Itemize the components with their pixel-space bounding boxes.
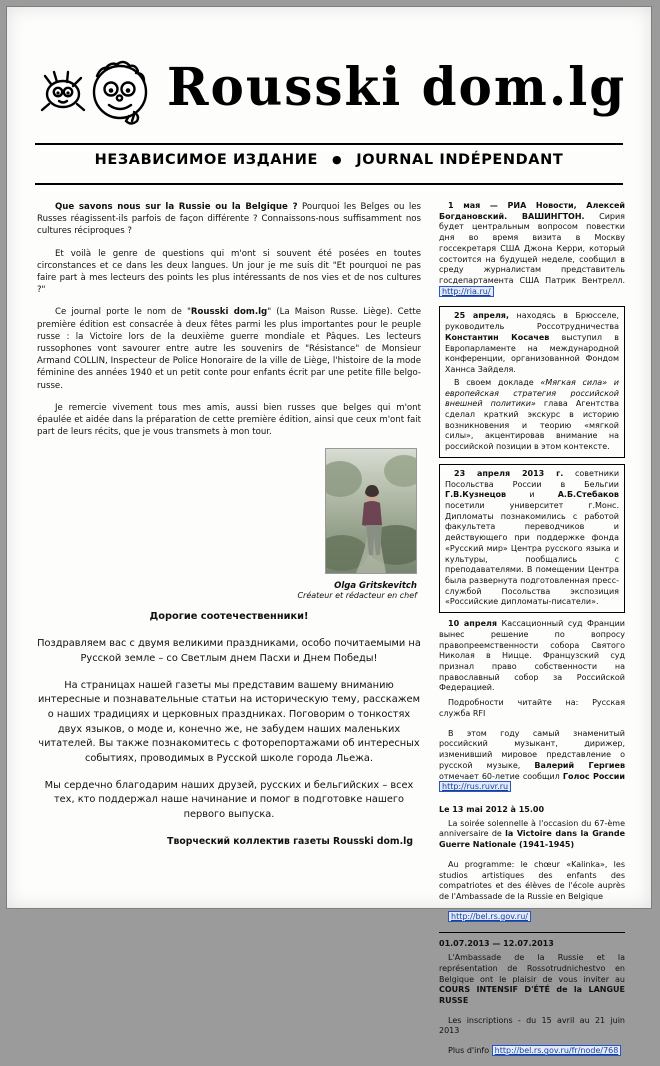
- greeting-paragraph-3: Мы сердечно благодарим наших друзей, русских и бельгийских – всех тех, кто поддержал наше начинание и помог в подготовке нашего первого выпуска.: [44, 779, 414, 821]
- text-segment: «Мягкая сила» и европейская стратегия российской внешней политики»: [445, 377, 619, 409]
- greeting-paragraph-1: Поздравляем вас с двумя великими праздниками, особо почитаемыми на Русской земле – со Светлым днем Пасхи и Днем Победы!: [37, 638, 421, 664]
- text-segment: Pourquoi les Belges ou les Russes réagissent-ils parfois de façon différente ? Connaissons-nous suffisamment nos cultures réciproques ?: [37, 202, 421, 237]
- greeting-title: Дорогие соотечественники!: [149, 611, 309, 623]
- text-segment: Rousski dom.lg: [190, 307, 268, 318]
- photo-caption-role: Créateur et rédacteur en chef: [297, 591, 417, 601]
- text-segment: Константин Косачев: [445, 332, 550, 342]
- tagline-russian: НЕЗАВИСИМОЕ ИЗДАНИЕ: [94, 152, 319, 168]
- masthead-title: Rousski dom.lg: [167, 55, 627, 118]
- event-victory-program: [439, 860, 625, 903]
- text-segment: 25 апреля,: [454, 311, 509, 321]
- editorial-paragraph-3: [37, 306, 421, 391]
- text-segment: отмечает 60-летие сообщил: [439, 771, 563, 781]
- news-item-gergiev: [439, 729, 625, 793]
- editor-photo: [325, 448, 417, 574]
- text-segment: глава Агентства сделал краткий экскурс в историю возникновения и теорию «мягкой силы», акцентировав внимание на российской позиции в этом контексте.: [445, 399, 619, 452]
- text-segment: Rousski dom.lg: [333, 835, 413, 847]
- photo-caption-name: Olga Gritskevitch: [334, 581, 417, 592]
- event-course-body: [439, 953, 625, 1007]
- tagline-french: JOURNAL INDÉPENDANT: [356, 152, 564, 168]
- event-course-dates: 01.07.2013 — 12.07.2013: [439, 939, 554, 949]
- editorial-column: [37, 201, 421, 1066]
- text-segment: " (La Maison Russe. Liège). Cette première édition est consacrée à deux fêtes parmi les plus importantes pour le peuple russe : la Victoire lors de la deuxième guerre mondiale et Pâques. Les lecteurs russophones vont savourer entre autre les souvenirs de "Résistance" de Monsieur Armand COLLIN, Inspecteur de Police Honoraire de la ville de Liège, l'histoire de la mode féminine des années 1940 et un petit conte pour enfants écrit par une petite fille belgo-russe.: [37, 307, 421, 391]
- tagline-separator-dot: ●: [332, 153, 343, 166]
- text-segment: и: [506, 490, 558, 500]
- news-box-mons-p1: [445, 469, 619, 608]
- hyperlink[interactable]: http://ria.ru/: [439, 286, 494, 297]
- text-segment: Et voilà le genre de questions qui m'ont si souvent été posées en toutes circonstances et ce dans les deux langues. Un jour je me suis dit "Et pourquoi ne pas faire part à mes lecteurs des points les plus intéressants de nos vies et de nos cultures ?": [37, 248, 421, 296]
- body-columns: [7, 185, 651, 1066]
- editorial-paragraph-1: [37, 201, 421, 238]
- text-segment: Ce journal porte le nom de ": [55, 307, 191, 318]
- text-segment: COURS INTENSIF D'ÉTÉ de la LANGUE RUSSE: [439, 985, 625, 1005]
- masthead-logo-row: [37, 41, 651, 133]
- text-segment: Сирия будет центральным вопросом повестки дня во время визита в Москву госсекретаря США Джона Керри, который состоится на будущей неделе, сообщил в среду журналистам представитель госдепартамента США Патрик Вентрелл.: [439, 211, 625, 286]
- news-column-divider: [439, 932, 625, 933]
- masthead: [7, 7, 651, 185]
- editorial-paragraph-4: [37, 402, 421, 439]
- hyperlink[interactable]: http://bel.rs.gov.ru/: [448, 911, 531, 922]
- text-segment: Г.В.Кузнецов: [445, 490, 507, 500]
- text-segment: Au programme: le chœur «Kalinka», les studios artistiques des enfants des compatriotes et des élèves de l'école auprès de l'Ambassade de la Russie en Belgique: [439, 859, 625, 901]
- masthead-tagline: [7, 145, 651, 173]
- text-segment: советники Посольства России в Бельгии: [445, 468, 620, 489]
- text-segment: la Victoire dans la Grande Guerre Nationale (1941-1945): [439, 829, 625, 850]
- editorial-paragraph-2: [37, 248, 421, 297]
- greeting-paragraph-2: На страницах нашей газеты мы представим вашему вниманию интересные и познавательные статьи на историческую тему, расскажем о наших традициях и церковных праздниках. Поговорим о тонкостях двух языков, о моде и, конечно же, не забудем наших маленьких читателей. Вы также познакомитесь с фоторепортажами об интересных событиях, проводимых в Русской школе города Льежа.: [38, 679, 420, 764]
- news-box-kosachev-p1: [445, 311, 619, 375]
- text-segment: Plus d'info: [448, 1046, 492, 1056]
- greeting-section: [37, 610, 421, 848]
- event-victory-date: Le 13 mai 2012 à 15.00: [439, 804, 545, 814]
- text-segment: 1 мая — РИА Новости, Алексей Богдановский. ВАШИНГТОН.: [439, 201, 625, 221]
- text-segment: выступил в Европарламенте на международной конференции, организованной Фондом Ханнса Зайделя.: [445, 332, 619, 375]
- event-course-link: [439, 1046, 625, 1057]
- text-segment: находясь в Брюсселе, руководитель Россотрудничества: [445, 311, 619, 332]
- editorial-signature: [37, 835, 421, 849]
- text-segment: L'Ambassade de la Russie et la représentation de Rossotrudnichestvo en Belgique ont le plaisir de vous inviter au: [439, 953, 625, 984]
- text-segment: La soirée solennelle à l'occasion du 67-ème anniversaire de: [439, 818, 625, 839]
- text-segment: Que savons nous sur la Russie ou la Belgique ?: [55, 202, 298, 212]
- text-segment: посетили университет г.Монс. Дипломаты познакомились с работой факультета переводчиков и действующего при поддержке фонда «Русский мир» Центра русского языка и культуры, пообщались с преподавателями. В помещении Центра была развернута подготовленная пресс-службой Посольства экспозиция «Российские дипломаты-писатели».: [445, 500, 619, 607]
- text-segment: Голос России: [562, 771, 625, 781]
- editor-photo-block: [247, 448, 417, 600]
- news-item-ria: [439, 201, 625, 297]
- event-victory-link: [439, 912, 625, 923]
- text-segment: 23 апреля 2013 г.: [454, 468, 564, 478]
- news-item-cathedral-source: Подробности читайте на: Русская служба RFI: [439, 698, 625, 718]
- event-course-inscriptions: Les inscriptions - du 15 avril au 21 juin 2013: [439, 1015, 625, 1036]
- text-segment: Творческий коллектив газеты: [167, 835, 334, 847]
- text-segment: 10 апреля: [448, 619, 497, 629]
- text-segment: В этом году самый знаменитый российский музыкант, дирижер, изменивший мировое представление о русской музыке,: [439, 728, 625, 770]
- event-victory-body: [439, 819, 625, 851]
- text-segment: В своем докладе: [454, 377, 541, 387]
- text-segment: А.Б.Стебаков: [557, 490, 619, 500]
- news-box-kosachev: [439, 306, 625, 457]
- text-segment: Валерий Гергиев: [534, 760, 625, 770]
- text-segment: Je remercie vivement tous mes amis, aussi bien russes que belges qui m'ont épaulée et aidée dans la préparation de cette première édition, ainsi que ceux m'ont fait part de leurs récits, que je vous transmets à mon tour.: [37, 402, 421, 438]
- news-box-kosachev-p2: [445, 378, 619, 453]
- newspaper-page: [6, 6, 652, 1056]
- news-item-cathedral: [439, 619, 625, 694]
- cartoon-characters-logo-icon: [37, 42, 155, 132]
- news-column: [439, 201, 625, 1066]
- hyperlink[interactable]: http://rus.ruvr.ru: [439, 781, 511, 792]
- text-segment: Кассационный суд Франции вынес решение по вопросу правопреемственности собора Святого Николая в Ницце. Французский суд признал право собственности на православный собор за Российской Федерацией.: [439, 619, 625, 693]
- hyperlink[interactable]: http://bel.rs.gov.ru/fr/node/768: [492, 1045, 622, 1056]
- news-box-mons: [439, 464, 625, 613]
